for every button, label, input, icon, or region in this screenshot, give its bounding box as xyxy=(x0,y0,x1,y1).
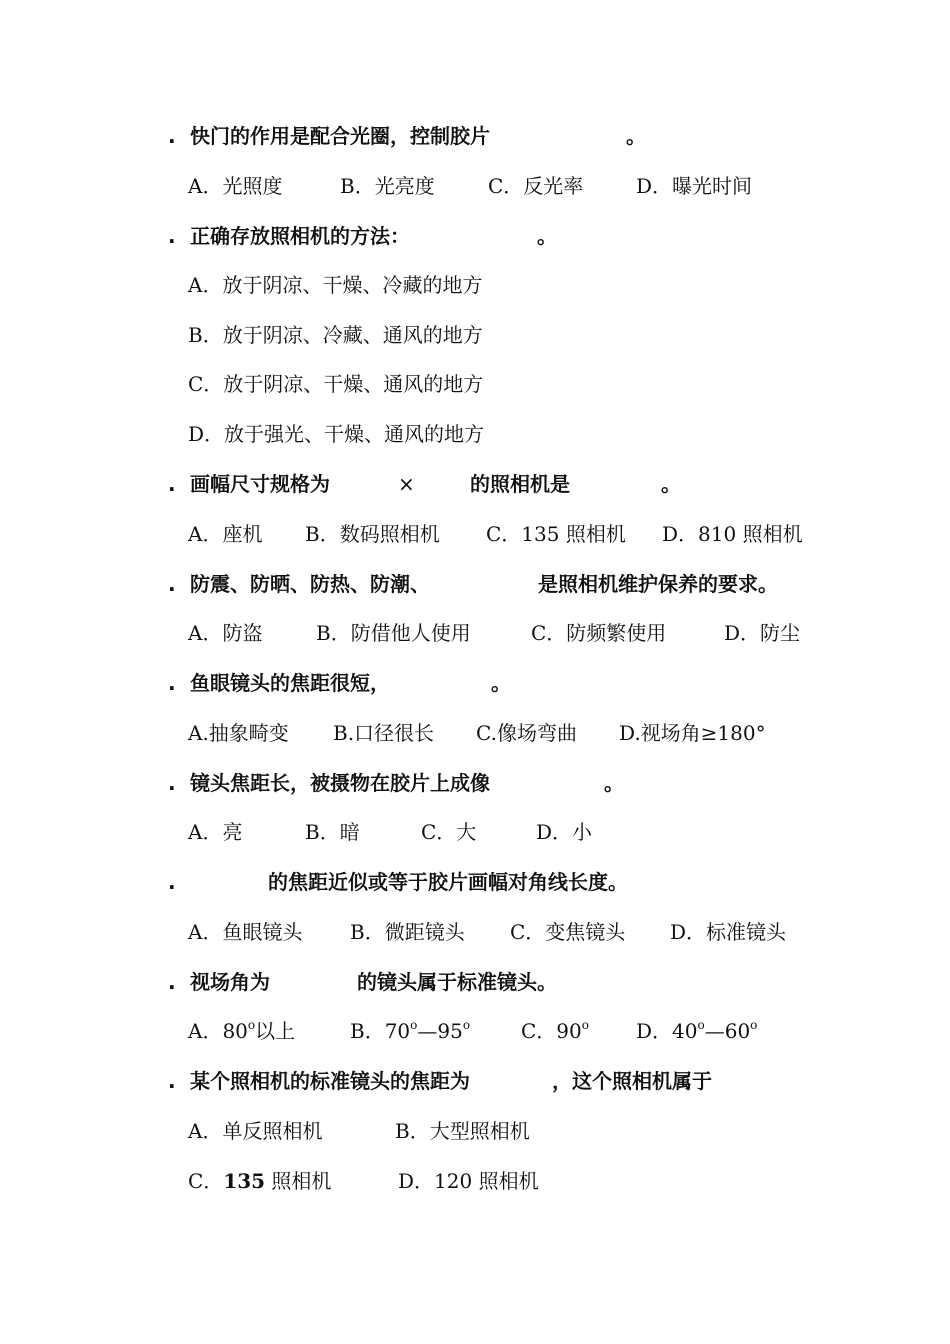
option-c: C.像场弯曲 xyxy=(476,721,577,745)
option-a: A．防盗 xyxy=(188,621,263,645)
option-b: B．大型照相机 xyxy=(395,1119,530,1143)
option-d: D.视场角≥180° xyxy=(619,721,766,745)
option-c: C．放于阴凉、干燥、通风的地方 xyxy=(188,372,484,396)
option-b xyxy=(350,1016,470,1046)
question-text: 视场角为 xyxy=(190,970,270,994)
option-d: D．810 照相机 xyxy=(662,522,803,546)
option-d: D．防尘 xyxy=(724,621,801,645)
question-times-sign: × xyxy=(398,472,415,496)
question-end: 。 xyxy=(626,124,646,148)
option-d: D．曝光时间 xyxy=(636,174,753,198)
question-end: 。 xyxy=(491,671,511,695)
option-d: D．标准镜头 xyxy=(670,920,787,944)
option-d xyxy=(636,1016,757,1046)
option-b: B．光亮度 xyxy=(340,174,435,198)
question-dot: . xyxy=(168,1069,176,1093)
option-c: C．防频繁使用 xyxy=(531,621,667,645)
degree-sup: o xyxy=(247,1018,256,1032)
option-label: A．80 xyxy=(188,1019,248,1043)
option-b: B．放于阴凉、冷藏、通风的地方 xyxy=(188,323,483,347)
question-text-2: 的镜头属于标准镜头。 xyxy=(357,970,557,994)
option-label: D．40 xyxy=(636,1019,698,1043)
question-text-2: 的照相机是 xyxy=(470,472,570,496)
question-text: 镜头焦距长，被摄物在胶片上成像 xyxy=(190,771,490,795)
degree-sup: o xyxy=(581,1018,589,1032)
degree-sup: o xyxy=(750,1018,758,1032)
option-c: C．反光率 xyxy=(488,174,584,198)
option-b: B．微距镜头 xyxy=(350,920,465,944)
question-dot: . xyxy=(168,671,176,695)
option-a: A.抽象畸变 xyxy=(188,721,289,745)
option-c: C．变焦镜头 xyxy=(510,920,626,944)
option-d: D．120 照相机 xyxy=(398,1169,539,1193)
option-bold-number: 135 xyxy=(223,1169,266,1193)
option-c xyxy=(521,1016,589,1046)
question-text: 的焦距近似或等于胶片画幅对角线长度。 xyxy=(268,870,628,894)
option-d: D．放于强光、干燥、通风的地方 xyxy=(188,422,485,446)
option-b: B．暗 xyxy=(305,820,360,844)
question-dot: . xyxy=(168,771,176,795)
question-end: 。 xyxy=(537,224,557,248)
option-mid: —60 xyxy=(704,1019,751,1043)
question-dot: . xyxy=(168,970,176,994)
question-dot: . xyxy=(168,472,176,496)
option-rest: 以上 xyxy=(255,1019,296,1043)
option-c xyxy=(188,1166,331,1196)
question-dot: . xyxy=(168,870,176,894)
option-a: A．座机 xyxy=(188,522,263,546)
question-end: 。 xyxy=(661,472,681,496)
question-text: 防震、防晒、防热、防潮、 xyxy=(190,572,430,596)
question-dot: . xyxy=(168,572,176,596)
option-d: D．小 xyxy=(536,820,593,844)
option-a xyxy=(188,1016,295,1046)
option-c: C．135 照相机 xyxy=(486,522,626,546)
question-dot: . xyxy=(168,124,176,148)
question-end: 。 xyxy=(604,771,624,795)
option-a: A．鱼眼镜头 xyxy=(188,920,303,944)
degree-sup: o xyxy=(462,1018,471,1032)
option-a: A．单反照相机 xyxy=(188,1119,323,1143)
option-rest: 照相机 xyxy=(265,1169,332,1193)
question-text: 画幅尺寸规格为 xyxy=(190,472,330,496)
question-dot: . xyxy=(168,224,176,248)
option-b: B．防借他人使用 xyxy=(316,621,471,645)
option-a: A．亮 xyxy=(188,820,243,844)
option-a: A．光照度 xyxy=(188,174,283,198)
option-label: C． xyxy=(188,1169,224,1193)
option-b: B.口径很长 xyxy=(333,721,435,745)
option-mid: —95 xyxy=(417,1019,463,1043)
question-text-2: ，这个照相机属于 xyxy=(552,1069,712,1093)
question-text: 鱼眼镜头的焦距很短， xyxy=(190,671,390,695)
option-label: B．70 xyxy=(350,1019,411,1043)
option-a: A．放于阴凉、干燥、冷藏的地方 xyxy=(188,273,483,297)
question-text: 正确存放照相机的方法： xyxy=(190,224,410,248)
option-label: C．90 xyxy=(521,1019,582,1043)
question-text: 快门的作用是配合光圈，控制胶片 xyxy=(190,124,490,148)
degree-sup: o xyxy=(410,1018,418,1032)
degree-sup: o xyxy=(697,1018,705,1032)
question-text: 某个照相机的标准镜头的焦距为 xyxy=(190,1069,470,1093)
option-b: B．数码照相机 xyxy=(305,522,440,546)
option-c: C．大 xyxy=(421,820,477,844)
question-text-2: 是照相机维护保养的要求。 xyxy=(538,572,778,596)
